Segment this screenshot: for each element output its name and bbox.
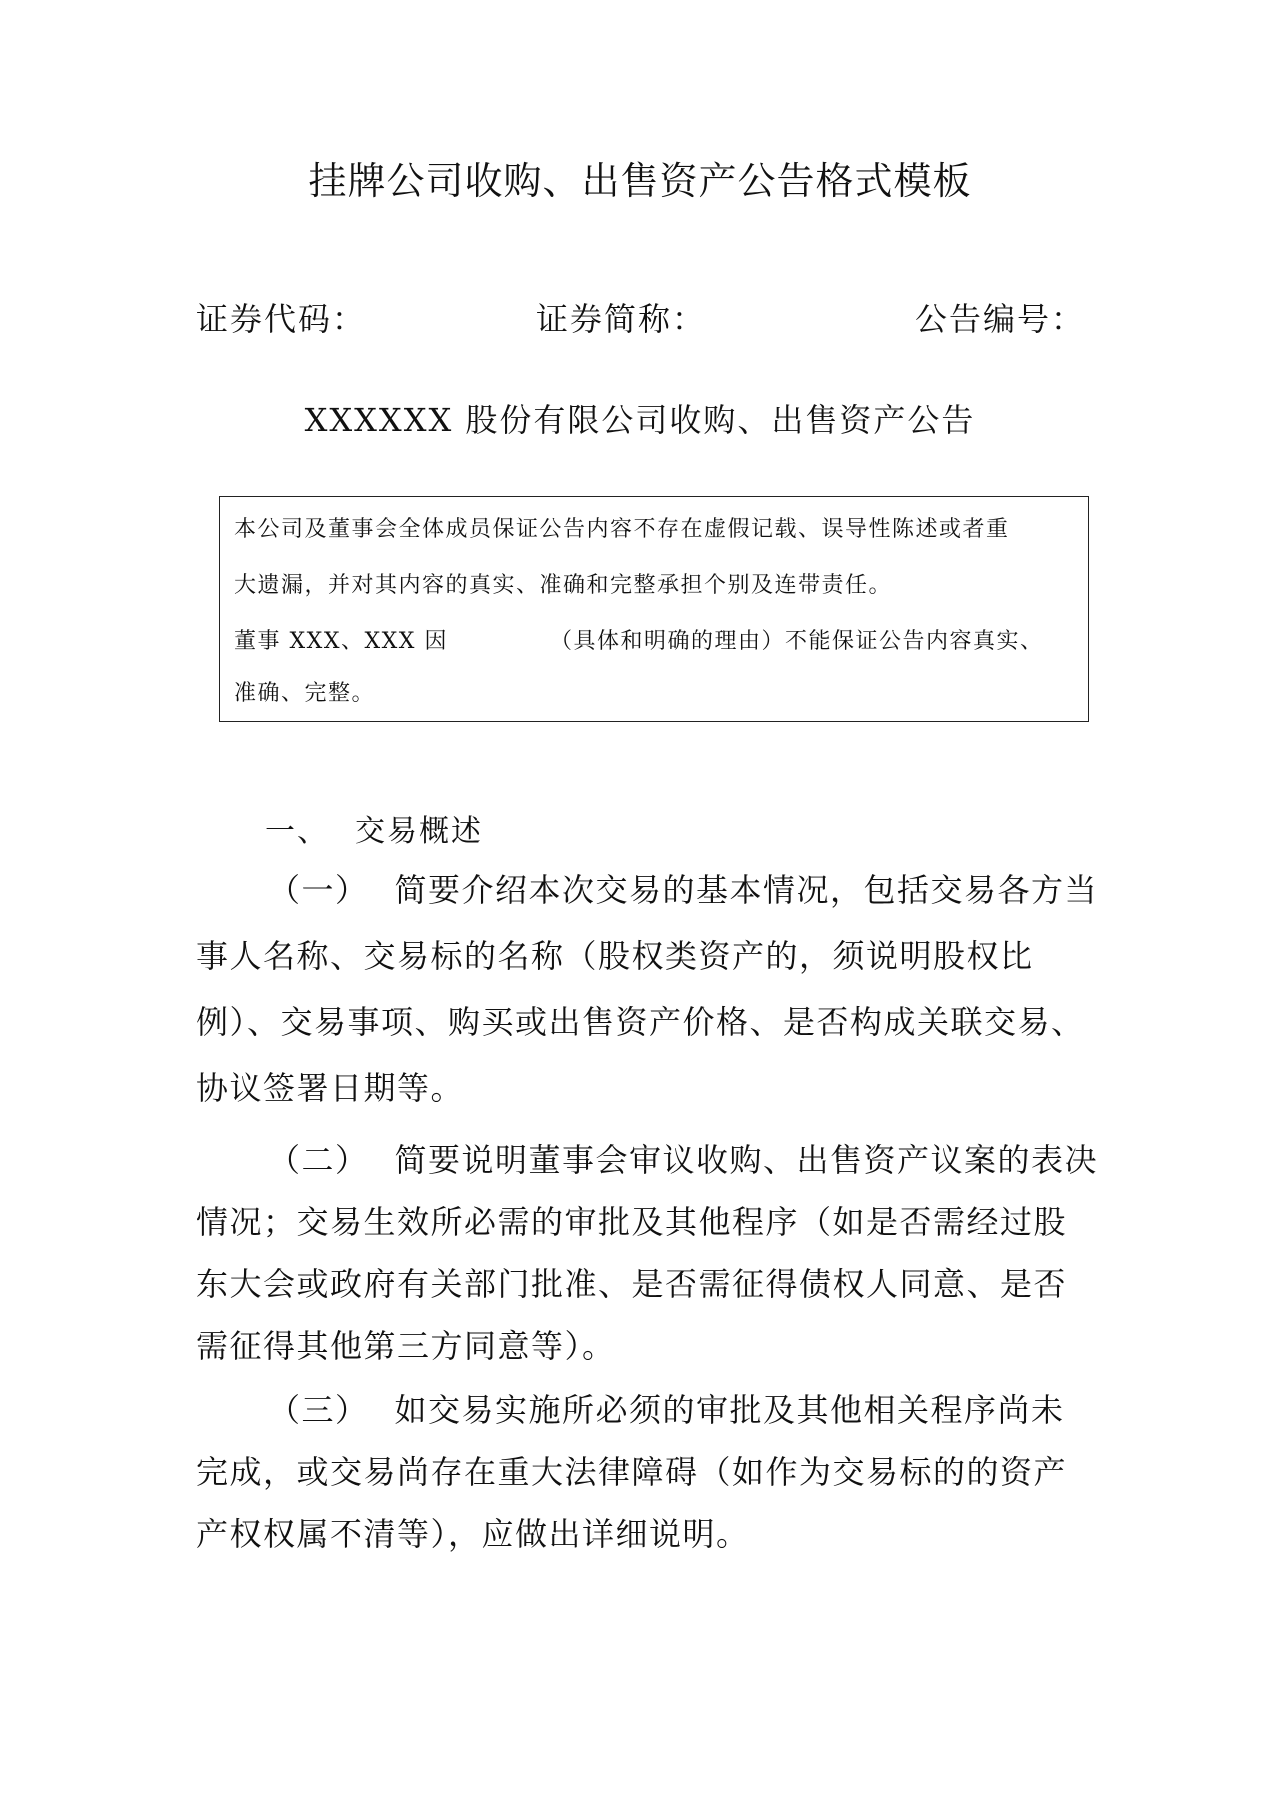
director-names-text: 董事 XXX、XXX 因 (234, 629, 448, 654)
disclaimer-line: 本公司及董事会全体成员保证公告内容不存在虚假记载、误导性陈述或者重 (234, 517, 1010, 542)
paragraph-text: 简要介绍本次交易的基本情况，包括交易各方当 (394, 871, 1099, 909)
announcement-number-label: 公告编号： (915, 300, 1086, 338)
paragraph-label: （二） (268, 1141, 369, 1179)
paragraph-line: 东大会或政府有关部门批准、是否需征得债权人同意、是否 (196, 1265, 1068, 1303)
paragraph-label: （一） (268, 871, 369, 909)
paragraph-line: 需征得其他第三方同意等）。 (196, 1327, 616, 1365)
paragraph-line: 例）、交易事项、购买或出售资产价格、是否构成关联交易、 (196, 1003, 1085, 1041)
paragraph-line: 产权权属不清等），应做出详细说明。 (196, 1515, 750, 1553)
section-title: 交易概述 (355, 814, 483, 849)
paragraph-first-line (268, 870, 1098, 910)
announcement-subtitle: XXXXXX 股份有限公司收购、出售资产公告 (304, 401, 976, 439)
disclaimer-line (234, 627, 1044, 657)
document-title: 挂牌公司收购、出售资产公告格式模板 (308, 159, 972, 203)
paragraph-line: 情况；交易生效所必需的审批及其他程序（如是否需经过股 (196, 1203, 1068, 1241)
disclaimer-line: 大遗漏，并对其内容的真实、准确和完整承担个别及连带责任。 (234, 573, 893, 598)
disclaimer-line: 准确、完整。 (234, 681, 376, 706)
paragraph-line: 完成，或交易尚存在重大法律障碍（如作为交易标的的资产 (196, 1453, 1068, 1491)
reason-text: （具体和明确的理由）不能保证公告内容真实、 (550, 629, 1044, 654)
security-code-label: 证券代码： (196, 300, 367, 338)
paragraph-text: 如交易实施所必须的审批及其他相关程序尚未 (394, 1391, 1065, 1429)
paragraph-line: 事人名称、交易标的名称（股权类资产的，须说明股权比 (196, 937, 1034, 975)
paragraph-first-line (268, 1140, 1098, 1180)
disclaimer-box (219, 496, 1089, 722)
section-heading (265, 806, 483, 850)
paragraph-text: 简要说明董事会审议收购、出售资产议案的表决 (394, 1141, 1099, 1179)
security-abbreviation-label: 证券简称： (536, 300, 707, 338)
paragraph-first-line (268, 1390, 1065, 1430)
section-number: 一、 (265, 814, 329, 849)
paragraph-label: （三） (268, 1391, 369, 1429)
paragraph-line: 协议签署日期等。 (196, 1069, 465, 1107)
